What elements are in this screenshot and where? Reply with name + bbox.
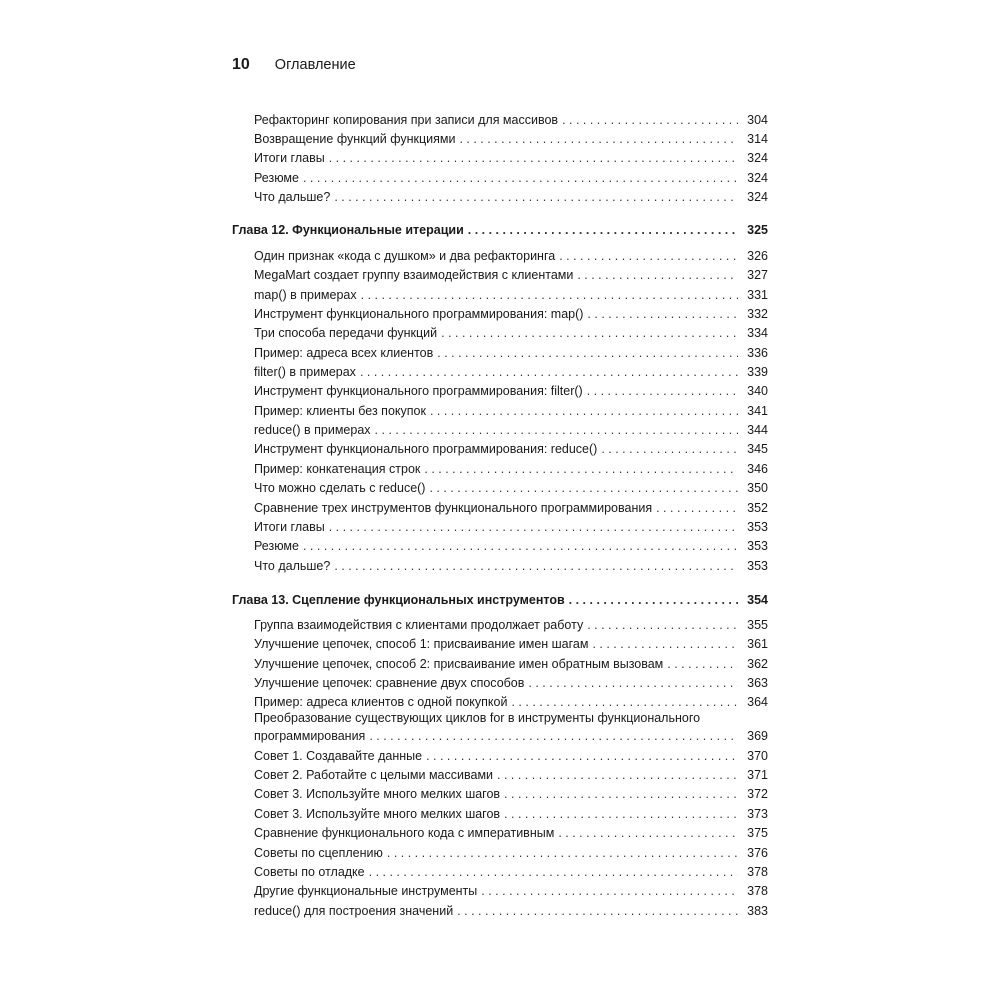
- toc-entry[interactable]: Резюме . . . 353: [254, 535, 768, 554]
- toc-entry-multiline-second-line[interactable]: программирования . . . 369: [254, 725, 768, 744]
- toc-entry[interactable]: Пример: конкатенация строк . . . 346: [254, 458, 768, 477]
- toc-entry[interactable]: reduce() в примерах . . . 344: [254, 419, 768, 438]
- toc-entry[interactable]: map() в примерах . . . 331: [254, 284, 768, 303]
- toc-entry[interactable]: Инструмент функционального программирования: reduce() . . . 345: [254, 438, 768, 457]
- header-title: Оглавление: [274, 57, 356, 73]
- toc-entry[interactable]: Пример: клиенты без покупок . . . 341: [254, 400, 768, 419]
- toc-entry[interactable]: Что дальше? . . . 353: [254, 555, 768, 574]
- toc-entry[interactable]: MegaMart создает группу взаимодействия с клиентами . . . 327: [254, 264, 768, 283]
- toc-entry[interactable]: Сравнение функционального кода с императивным . . . 375: [254, 822, 768, 841]
- toc-entry[interactable]: Один признак «кода с душком» и два рефакторинга . . . 326: [254, 245, 768, 264]
- toc-entry[interactable]: Пример: адреса всех клиентов . . . 336: [254, 342, 768, 361]
- toc-entry[interactable]: Рефакторинг копирования при записи для массивов . . . 304: [254, 109, 768, 128]
- toc-entry[interactable]: Три способа передачи функций . . . 334: [254, 322, 768, 341]
- toc-entry[interactable]: filter() в примерах . . . 339: [254, 361, 768, 380]
- toc-entry[interactable]: Что дальше? . . . 324: [254, 186, 768, 205]
- toc-entry[interactable]: Совет 3. Используйте много мелких шагов . . . 373: [254, 803, 768, 822]
- chapter-12-heading[interactable]: Глава 12. Функциональные итерации . . . 325: [232, 219, 768, 238]
- toc-entry[interactable]: Что можно сделать с reduce() . . . 350: [254, 477, 768, 496]
- chapter-13-heading[interactable]: Глава 13. Сцепление функциональных инструментов . . . 354: [232, 589, 768, 608]
- toc-entry[interactable]: Возвращение функций функциями . . . 314: [254, 128, 768, 147]
- toc-entry[interactable]: Улучшение цепочек: сравнение двух способов . . . 363: [254, 672, 768, 691]
- toc-entry[interactable]: Другие функциональные инструменты . . . 378: [254, 880, 768, 899]
- toc-entry[interactable]: Советы по отладке . . . 378: [254, 861, 768, 880]
- page-number: 10: [232, 56, 250, 73]
- toc-entry[interactable]: Улучшение цепочек, способ 1: присваивание имен шагам . . . 361: [254, 633, 768, 652]
- toc-entry[interactable]: Инструмент функционального программирования: filter() . . . 340: [254, 380, 768, 399]
- toc-entry[interactable]: Пример: адреса клиентов с одной покупкой . . . 364: [254, 691, 768, 710]
- toc-entry[interactable]: Улучшение цепочек, способ 2: присваивание имен обратным вызовам . . . 362: [254, 653, 768, 672]
- toc-entry[interactable]: Группа взаимодействия с клиентами продолжает работу . . . 355: [254, 614, 768, 633]
- toc-entry-multiline-first-line[interactable]: Преобразование существующих циклов for в инструменты функционального: [254, 711, 701, 725]
- toc-entry[interactable]: Совет 3. Используйте много мелких шагов . . . 372: [254, 783, 768, 802]
- toc-entry[interactable]: Итоги главы . . . 353: [254, 516, 768, 535]
- toc-entry[interactable]: Советы по сцеплению . . . 376: [254, 842, 768, 861]
- toc-entry[interactable]: Резюме . . . 324: [254, 167, 768, 186]
- toc-entry[interactable]: Совет 1. Создавайте данные . . . 370: [254, 745, 768, 764]
- toc-entry[interactable]: Инструмент функционального программирования: map() . . . 332: [254, 303, 768, 322]
- toc-entry[interactable]: reduce() для построения значений . . . 383: [254, 900, 768, 919]
- toc-entry[interactable]: Итоги главы . . . 324: [254, 147, 768, 166]
- toc-entry[interactable]: Сравнение трех инструментов функционального программирования . . . 352: [254, 497, 768, 516]
- toc-entry[interactable]: Совет 2. Работайте с целыми массивами . . . 371: [254, 764, 768, 783]
